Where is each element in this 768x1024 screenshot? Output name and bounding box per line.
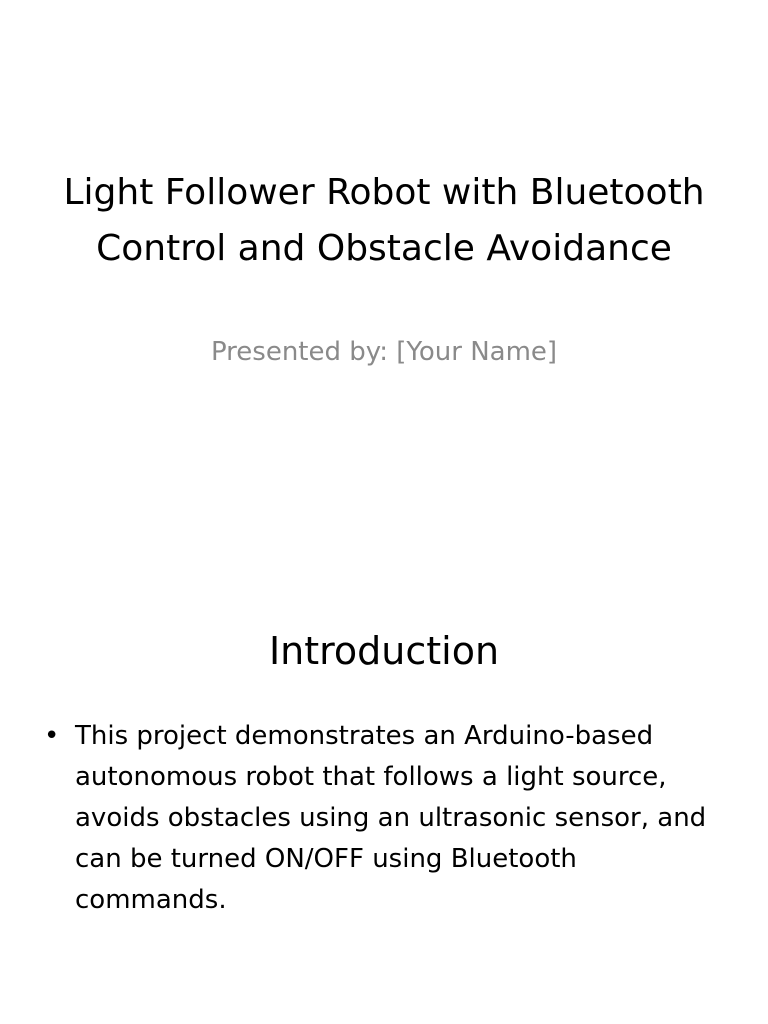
slide-subtitle: Presented by: [Your Name] (210, 337, 558, 367)
introduction-heading: Introduction (268, 629, 500, 673)
bullet-icon: • (44, 721, 60, 751)
list-item (40, 716, 720, 921)
bullet-list (40, 716, 720, 921)
slide-title-heading: Light Follower Robot with Bluetooth Control and Obstacle Avoidance (63, 172, 705, 269)
slide-introduction (0, 512, 768, 1024)
bullet-text: This project demonstrates an Arduino-based autonomous robot that follows a light source, avoids obstacles using an ultrasonic sensor, and can be turned ON/OFF using Bluetooth commands. (75, 721, 707, 915)
